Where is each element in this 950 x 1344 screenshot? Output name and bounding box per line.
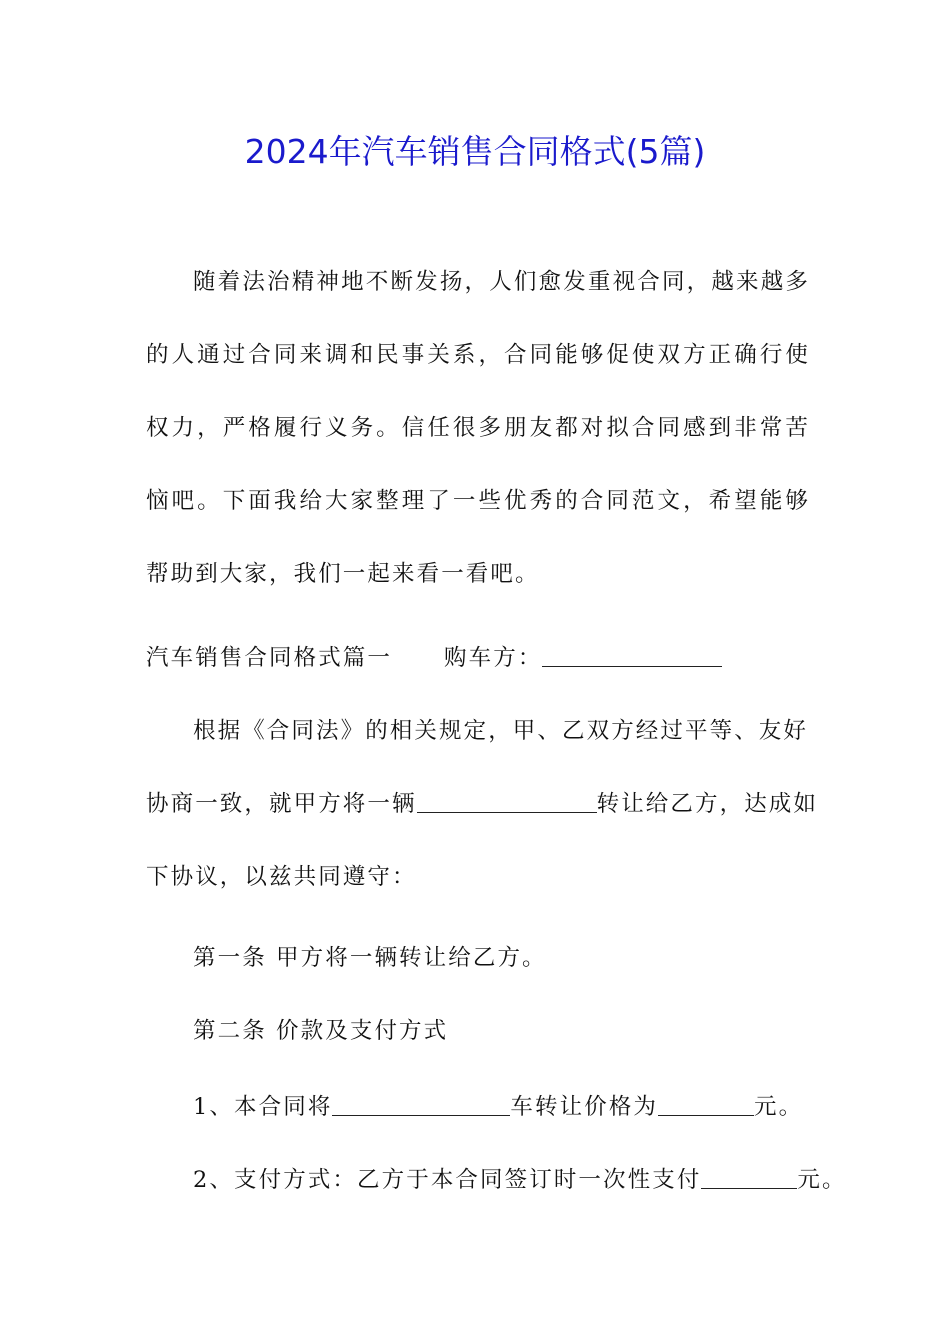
item1-start: 1、本合同将 xyxy=(193,1094,333,1120)
section1-heading: 汽车销售合同格式篇一 xyxy=(146,645,393,671)
para1-line2-start: 协商一致，就甲方将一辆 xyxy=(146,791,417,817)
para1-line3: 下协议，以兹共同遵守： xyxy=(146,864,417,890)
item-1 xyxy=(193,1087,883,1127)
intro-paragraph: 随着法治精神地不断发扬，人们愈发重视合同，越来越多的人通过合同来调和民事关系，合同能够促使双方正确行使权力，严格履行义务。信任很多朋友都对拟合同感到非常苦恼吧。下面我给大家整理了一些优秀的合同范文，希望能够帮助到大家，我们一起来看一看吧。 xyxy=(146,269,810,587)
buyer-blank xyxy=(542,644,722,667)
vehicle-blank xyxy=(417,790,597,813)
item1-middle: 车转让价格为 xyxy=(510,1094,659,1120)
price-blank xyxy=(658,1093,754,1116)
section1-heading-line xyxy=(146,638,836,678)
article-1: 第一条 甲方将一辆转让给乙方。 xyxy=(193,945,547,971)
payment-blank xyxy=(701,1166,797,1189)
item1-end: 元。 xyxy=(754,1094,804,1120)
article-2: 第二条 价款及支付方式 xyxy=(193,1018,449,1044)
para1-line2-end: 转让给乙方，达成如 xyxy=(596,791,819,817)
item2-start: 2、支付方式：乙方于本合同签订时一次性支付 xyxy=(193,1167,702,1193)
car-blank xyxy=(332,1093,510,1116)
para1-line1: 根据《合同法》的相关规定，甲、乙双方经过平等、友好 xyxy=(193,718,809,744)
document-title: 2024年汽车销售合同格式(5篇) xyxy=(244,132,706,171)
item2-end: 元。 xyxy=(797,1167,847,1193)
item-2 xyxy=(193,1160,883,1200)
para1-line2 xyxy=(146,784,836,824)
buyer-label: 购车方： xyxy=(444,645,543,671)
